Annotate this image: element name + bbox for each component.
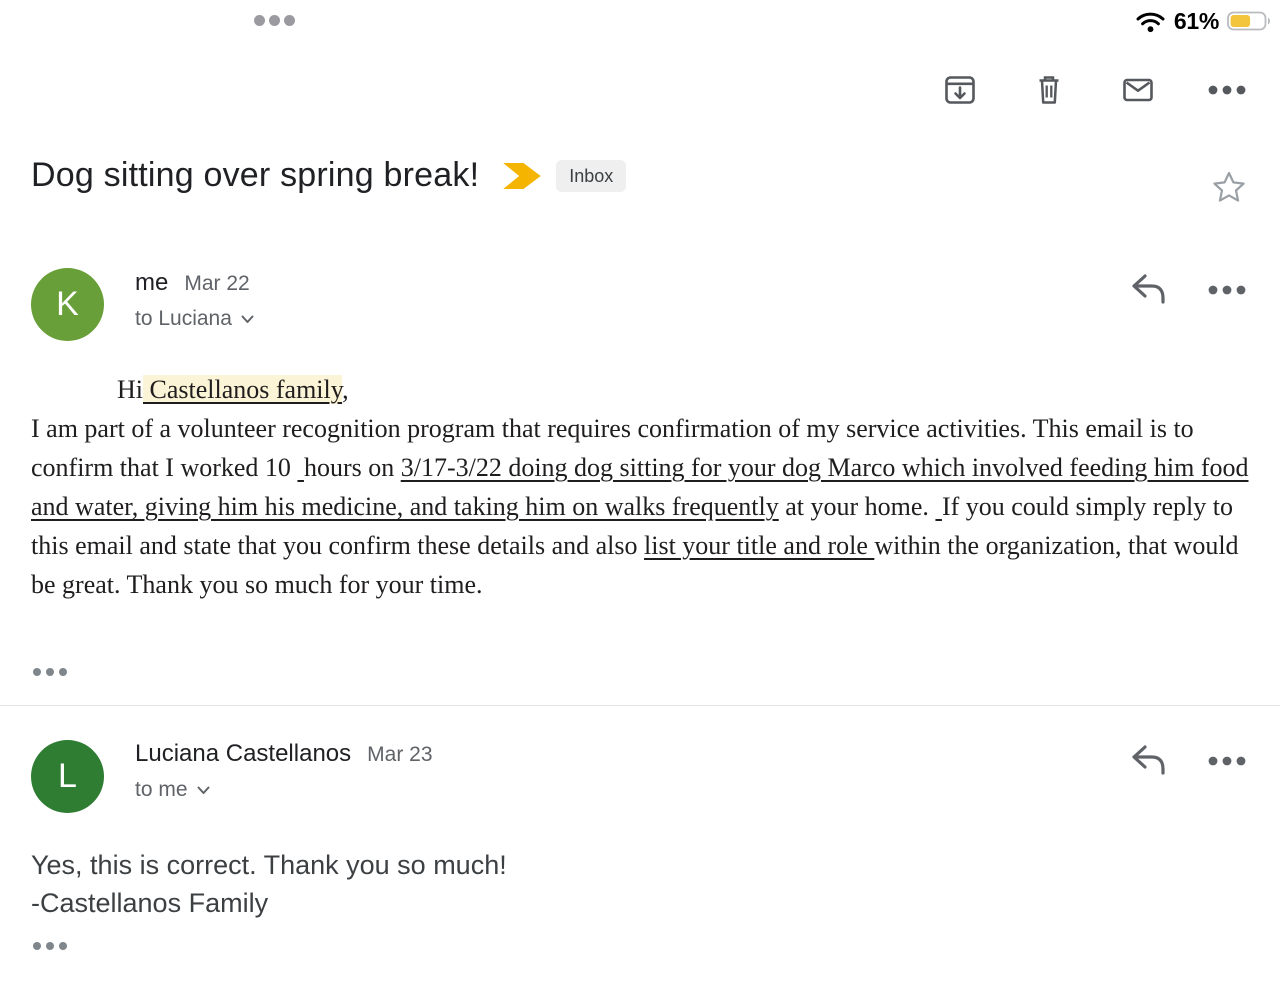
trim-dot xyxy=(33,942,41,950)
message2-recipient-row[interactable] xyxy=(135,778,433,802)
handle-dot xyxy=(254,15,265,26)
chevron-down-icon xyxy=(241,315,254,324)
message1-actions xyxy=(1130,272,1246,308)
reply-button[interactable] xyxy=(1130,272,1167,308)
trim-dot xyxy=(59,942,67,950)
avatar-letter: K xyxy=(56,285,79,323)
mark-unread-button[interactable] xyxy=(1121,73,1155,107)
message-divider xyxy=(0,705,1280,706)
battery-percent: 61% xyxy=(1173,7,1219,34)
reply-icon xyxy=(1130,743,1167,779)
trim-dot xyxy=(46,668,54,676)
message1-body xyxy=(31,370,1249,604)
message1-date: Mar 22 xyxy=(184,272,250,295)
message2-date: Mar 23 xyxy=(367,743,433,766)
wifi-icon xyxy=(1135,10,1166,33)
message-more-button[interactable] xyxy=(1208,284,1246,296)
trim-dot xyxy=(33,668,41,676)
more-icon xyxy=(1208,755,1246,767)
star-outline-icon xyxy=(1209,167,1249,207)
message2-avatar[interactable] xyxy=(31,740,104,813)
show-trimmed-content-button[interactable] xyxy=(33,668,67,676)
subject-title: Dog sitting over spring break! xyxy=(31,156,480,194)
message2-sender: Luciana Castellanos xyxy=(135,740,352,767)
delete-button[interactable] xyxy=(1032,73,1066,107)
envelope-icon xyxy=(1121,73,1155,107)
message2-body-line: -Castellanos Family xyxy=(31,888,269,918)
message1-avatar[interactable] xyxy=(31,268,104,341)
message1-greeting-line: Hi Castellanos family, xyxy=(117,375,349,404)
trim-dot xyxy=(59,668,67,676)
archive-icon xyxy=(943,73,977,107)
message1-recipient-row[interactable] xyxy=(135,307,254,331)
message1-header xyxy=(135,269,254,331)
window-handle-dots[interactable] xyxy=(254,15,295,26)
handle-dot xyxy=(284,15,295,26)
inbox-label-chip[interactable]: Inbox xyxy=(556,160,626,192)
handle-dot xyxy=(269,15,280,26)
message2-body xyxy=(31,846,507,922)
message2-header xyxy=(135,740,433,802)
more-options-button[interactable] xyxy=(1210,73,1244,107)
show-trimmed-content-button[interactable] xyxy=(33,942,67,950)
important-icon[interactable] xyxy=(503,163,541,189)
more-icon xyxy=(1208,84,1246,96)
reply-icon xyxy=(1130,272,1167,308)
message2-actions xyxy=(1130,743,1246,779)
action-toolbar xyxy=(943,73,1244,107)
message2-body-line: Yes, this is correct. Thank you so much! xyxy=(31,850,507,880)
message-more-button[interactable] xyxy=(1208,755,1246,767)
reply-button[interactable] xyxy=(1130,743,1167,779)
message1-recipient: to Luciana xyxy=(135,307,232,330)
trim-dot xyxy=(46,942,54,950)
chevron-down-icon xyxy=(197,786,210,795)
message1-sender: me xyxy=(135,269,169,296)
message1-paragraph: I am part of a volunteer recognition program that requires confirmation of my service activities. This email is to confirm that I worked 10 hours on 3/17-3/22 doing dog sitting for your dog Marco which involved feeding him food and water, giving him his medicine, and taking him on walks frequently at your home. If you could simply reply to this email and state that you confirm these details and also list your title and role within the organization, that would be great. Thank you so much for your time. xyxy=(31,414,1249,599)
trash-icon xyxy=(1032,73,1066,107)
battery-icon xyxy=(1227,10,1272,32)
message2-recipient: to me xyxy=(135,778,188,801)
more-icon xyxy=(1208,284,1246,296)
star-button[interactable] xyxy=(1209,167,1249,207)
subject-header xyxy=(31,156,1190,195)
avatar-letter: L xyxy=(58,757,77,795)
archive-button[interactable] xyxy=(943,73,977,107)
